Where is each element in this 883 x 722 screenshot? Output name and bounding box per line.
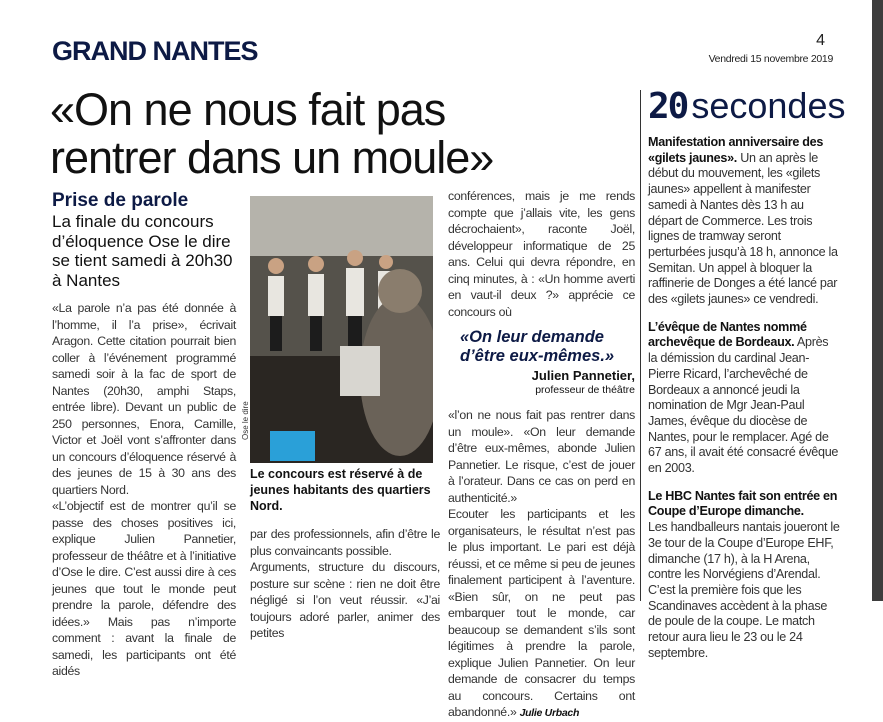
paragraph: conférences, mais je me rends compte que j’allais vite, les gens décrochaient», raconte Joël, développeur informatique de 25 ans. Celui qui devra répondre, en cinq minutes, à : «Un homme averti en vaut-il deux ?» apprécie ce concours où [448,189,635,319]
photo-caption: Le concours est réservé à de jeunes habitants des quartiers Nord. [250,467,431,513]
pull-quote-role: professeur de théâtre [535,384,635,396]
brief-lead: Le HBC Nantes fait son entrée en Coupe d’Europe dimanche. [648,488,838,519]
article-photo [250,196,433,463]
right-article-column [448,188,635,722]
headline: «On ne nous fait pas rentrer dans un moule» [50,84,494,183]
standfirst: La finale du concours d’éloquence Ose le dire se tient samedi à 20h30 à Nantes [52,212,233,290]
brief-body: Les handballeurs nantais joueront le 3e tour de la Coupe d’Europe EHF, dimanche (17 h), à la H Arena, contre les Norvégiens d’Arendal. C’est la première fois que les Scandinaves accèdent à la phase de poule de la coupe. Le match retour aura lieu le 23 ou le 24 septembre. [648,520,840,660]
page-number: 4 [816,32,825,49]
pull-quote: «On leur demande d’être eux-mêmes.» [460,328,615,365]
paragraph: «l’on ne nous fait pas rentrer dans un moule». «On leur demande d’être eux-mêmes, abonde Julien Pannetier. Le risque, c’est de jouer à l’orateur. Dans ce cas on perd en authenticité.» [448,408,635,505]
sidebar-title-word: secondes [691,85,846,126]
paragraph: «L’objectif est de montrer qu’il se passe des choses positives ici, explique Julien Pannetier, professeur de théâtre et à l’initiative d’Ose le dire. C’est aussi dire à ces jeunes que tout le monde peut prendre la parole, défendre des idées.» Mais pas n’importe comment : avant la finale de samedi, les participants ont été aidés [52,499,236,678]
sidebar-title [648,84,846,129]
brief-item [648,489,840,662]
section-title: GRAND NANTES [52,36,258,66]
left-column [52,190,236,680]
kicker: Prise de parole [52,190,189,211]
brief-lead: L’évêque de Nantes nommé archevêque de Bordeaux. [648,319,807,350]
brief-item [648,320,840,477]
paragraph: Arguments, structure du discours, posture sur scène : rien ne doit être négligé si l’on veut réussir. «J’ai toujours adoré parler, animer des petites [250,560,440,640]
author-signature: Julie Urbach [519,707,580,719]
paragraph [448,506,635,722]
middle-column [250,196,440,642]
paragraph-text: Ecouter les participants et les organisateurs, le résultat n’est pas le plus important. Le pari est déjà réussi, et ce même si peu de jeunes finalement participent à l’aventure. «Bien sûr, on ne peut pas embarquer tout le monde, car beaucoup se demandent s’ils sont légitimes à prendre la parole, explique Julien Pannetier. On leur demande de consacrer du temps au concours. Certains ont abandonné.» [448,507,635,719]
stage-scene-image [250,196,433,463]
article-column-2 [250,526,440,642]
sidebar [648,84,846,674]
sidebar-title-number: 20 [648,86,688,127]
article-column-3-bottom [448,407,635,722]
brief-body: Un an après le début du mouvement, les «gilets jaunes» appellent à manifester samedi à Nantes dès 13 h au départ de Commerce. Les trois lignes de tramway seront perturbées jusqu’à 18 h, annonce la Semitan. Un appel à bloquer la raffinerie de Donges a été lancé par des «gilets jaunes» ce vendredi. [648,150,838,307]
paragraph: par des professionnels, afin d’être le plus convaincants possible. [250,527,440,558]
viewer-edge [872,0,883,601]
photo-credit: Ose le dire [241,401,250,440]
brief-body: Après la démission du cardinal Jean-Pierre Ricard, l’archevêché de Bordeaux a annoncé jeudi la nomination de Mgr Jean-Paul James, évêque du diocèse de Nantes, pour le remplacer. Agé de 67 ans, il avait été consacré évêque en 2003. [648,335,839,476]
issue-date: Vendredi 15 novembre 2019 [708,53,833,65]
paragraph: «La parole n’a pas été donnée à l’homme, il l’a prise», écrivait Aragon. Cette citation pourrait bien coller à l’événement programmé samedi soir à la fac de sport de Nantes (20h30, amphi Staps, entrée libre). Devant un public de 250 personnes, Enora, Camille, Victor et Joël vont s’affronter dans un concours d’éloquence réservé à des jeunes de 15 à 30 ans des quartiers Nord. [52,301,236,497]
article-column-3-top [448,188,635,320]
pull-quote-author: Julien Pannetier, [531,368,635,383]
brief-lead: Manifestation anniversaire des «gilets jaunes». [648,135,824,165]
brief-item [648,135,840,308]
column-divider [640,90,641,601]
article-column-1 [52,300,236,680]
